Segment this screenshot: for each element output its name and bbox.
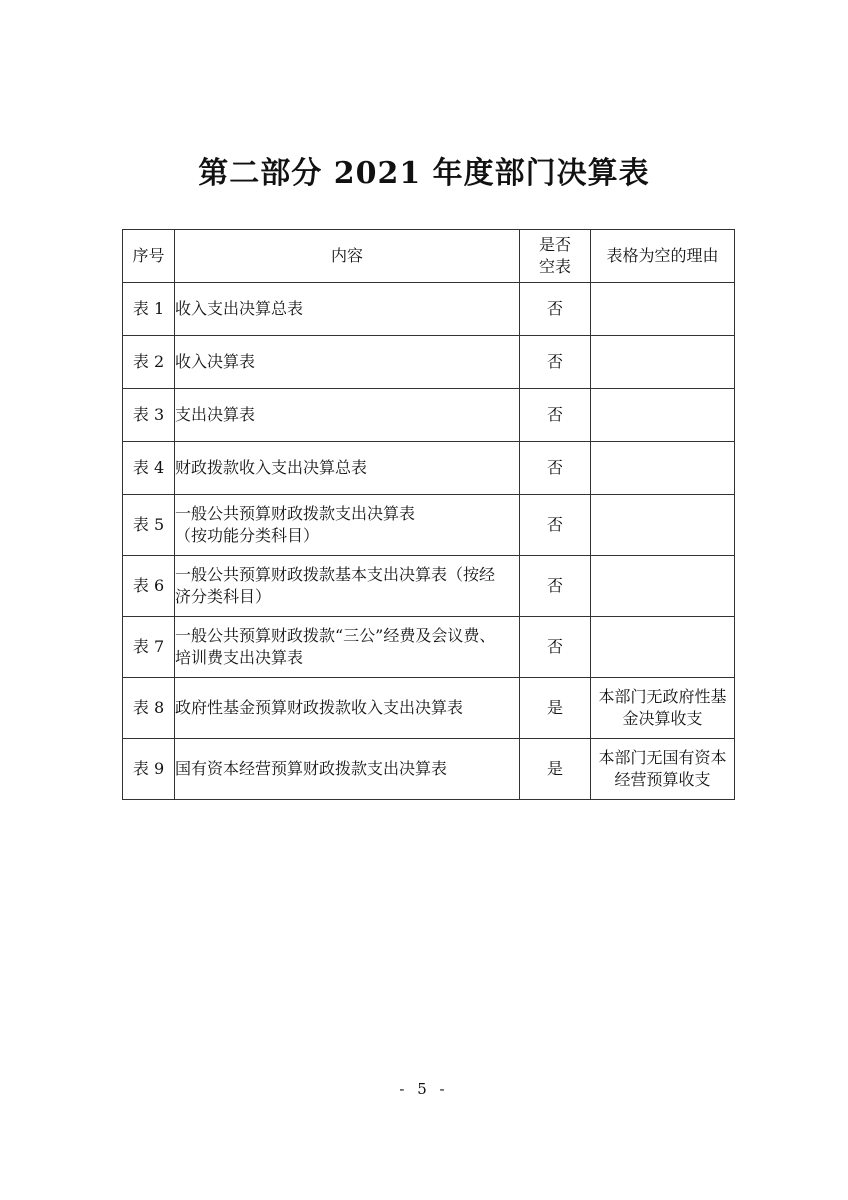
cell-seq-text: 表 1 — [132, 299, 165, 318]
cell-reason-line2: 金决算收支 — [622, 709, 703, 728]
cell-content — [175, 617, 520, 678]
cell-seq-text: 表 4 — [132, 458, 165, 477]
cell-is-empty-text: 否 — [546, 515, 563, 534]
cell-is-empty-text: 是 — [546, 698, 563, 717]
cell-is-empty — [520, 739, 591, 800]
cell-seq-text: 表 5 — [132, 515, 165, 534]
cell-seq — [123, 389, 175, 442]
cell-seq-text: 表 8 — [132, 698, 165, 717]
cell-content — [175, 389, 520, 442]
header-is-empty-line1: 是否 — [538, 235, 571, 254]
cell-content-line1: 政府性基金预算财政拨款收入支出决算表 — [175, 698, 464, 717]
cell-content-line1: 财政拨款收入支出决算总表 — [175, 458, 368, 477]
header-is-empty-line2: 空表 — [538, 257, 571, 276]
cell-is-empty — [520, 283, 591, 336]
cell-reason — [591, 556, 735, 617]
table-row — [123, 283, 735, 336]
cell-is-empty-text: 否 — [546, 576, 563, 595]
cell-is-empty-text: 否 — [546, 458, 563, 477]
cell-reason — [591, 389, 735, 442]
header-seq: 序号 — [123, 230, 175, 283]
cell-is-empty — [520, 617, 591, 678]
cell-content — [175, 556, 520, 617]
table-row — [123, 495, 735, 556]
cell-content-line1: 收入决算表 — [175, 352, 256, 371]
table-row — [123, 617, 735, 678]
cell-reason-line1: 本部门无政府性基 — [598, 687, 727, 706]
cell-content — [175, 495, 520, 556]
cell-seq — [123, 336, 175, 389]
cell-content-line2: 济分类科目） — [175, 587, 272, 606]
cell-seq — [123, 678, 175, 739]
table-row — [123, 336, 735, 389]
cell-seq — [123, 617, 175, 678]
cell-content — [175, 442, 520, 495]
cell-seq — [123, 283, 175, 336]
cell-content — [175, 739, 520, 800]
table-row — [123, 739, 735, 800]
cell-content-line1: 收入支出决算总表 — [175, 299, 304, 318]
cell-is-empty-text: 否 — [546, 299, 563, 318]
cell-is-empty-text: 否 — [546, 405, 563, 424]
cell-reason — [591, 739, 735, 800]
cell-is-empty — [520, 556, 591, 617]
cell-seq-text: 表 7 — [132, 637, 165, 656]
cell-is-empty-text: 否 — [546, 637, 563, 656]
cell-reason — [591, 283, 735, 336]
cell-is-empty-text: 是 — [546, 759, 563, 778]
cell-is-empty — [520, 678, 591, 739]
header-is-empty — [520, 230, 591, 283]
cell-content-line2: （按功能分类科目） — [175, 526, 320, 545]
cell-seq-text: 表 9 — [132, 759, 165, 778]
cell-is-empty — [520, 495, 591, 556]
cell-reason — [591, 678, 735, 739]
cell-seq-text: 表 6 — [132, 576, 165, 595]
cell-content-line1: 一般公共预算财政拨款基本支出决算表（按经 — [175, 565, 496, 584]
cell-reason — [591, 495, 735, 556]
header-reason: 表格为空的理由 — [591, 230, 735, 283]
table-row — [123, 556, 735, 617]
cell-content-line2: 培训费支出决算表 — [175, 648, 304, 667]
page-number: - 5 - — [399, 1080, 449, 1098]
cell-content-line1: 一般公共预算财政拨款“三公”经费及会议费、 — [175, 626, 496, 645]
cell-content — [175, 283, 520, 336]
page-title: 第二部分 2021 年度部门决算表 — [198, 156, 650, 191]
cell-content-line1: 一般公共预算财政拨款支出决算表 — [175, 504, 416, 523]
cell-is-empty-text: 否 — [546, 352, 563, 371]
cell-seq-text: 表 3 — [132, 405, 165, 424]
cell-reason — [591, 442, 735, 495]
table-row — [123, 389, 735, 442]
table-row — [123, 442, 735, 495]
cell-seq-text: 表 2 — [132, 352, 165, 371]
cell-content — [175, 336, 520, 389]
cell-content — [175, 678, 520, 739]
cell-seq — [123, 495, 175, 556]
cell-reason — [591, 336, 735, 389]
cell-reason — [591, 617, 735, 678]
cell-is-empty — [520, 336, 591, 389]
cell-seq — [123, 556, 175, 617]
header-content: 内容 — [175, 230, 520, 283]
cell-seq — [123, 739, 175, 800]
cell-is-empty — [520, 442, 591, 495]
cell-content-line1: 支出决算表 — [175, 405, 256, 424]
budget-tables-index — [122, 229, 735, 800]
cell-reason-line2: 经营预算收支 — [614, 770, 711, 789]
table-row — [123, 678, 735, 739]
cell-content-line1: 国有资本经营预算财政拨款支出决算表 — [175, 759, 448, 778]
cell-reason-line1: 本部门无国有资本 — [598, 748, 727, 767]
cell-is-empty — [520, 389, 591, 442]
table-header-row — [123, 230, 735, 283]
cell-seq — [123, 442, 175, 495]
